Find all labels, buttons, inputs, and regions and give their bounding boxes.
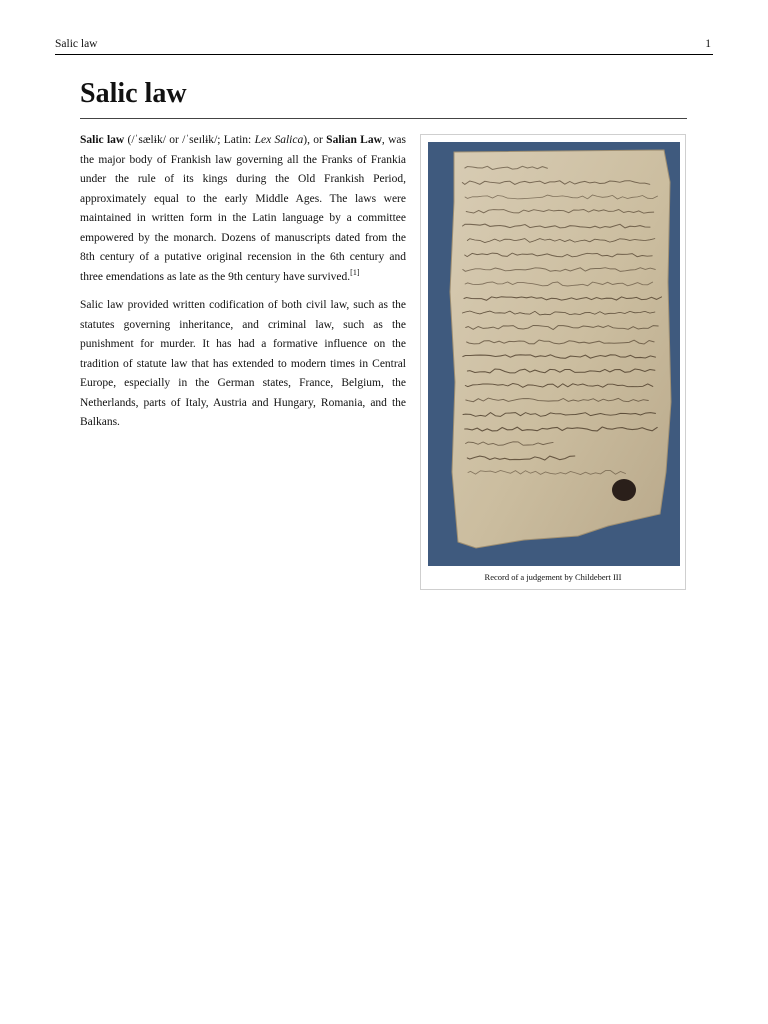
or-text: ), or xyxy=(303,134,327,146)
intro-paragraph xyxy=(80,131,406,287)
intro-body: , was the major body of Frankish law governing all the Franks of Frankia under the rule of its kings during the Old Frankish Period, approximately equal to the early Middle Ages. The laws were maintained in written form in the Latin language by a committee empowered by the monarch. Dozens of manuscripts dated from the 8th century of a putative original recension in the 6th century and three emendations as late as the 9th century have survived. xyxy=(80,134,406,283)
article-body xyxy=(80,131,406,442)
manuscript-image[interactable] xyxy=(428,142,680,566)
alt-term-bold: Salian Law xyxy=(326,134,382,146)
article-title: Salic law xyxy=(80,78,187,109)
citation-link[interactable]: [1] xyxy=(350,267,360,277)
wax-seal xyxy=(612,479,636,501)
ipa-link-2[interactable]: ˈseɪlɨk xyxy=(185,134,215,146)
latin-name: Lex Salica xyxy=(254,134,304,146)
parchment-sheet xyxy=(450,150,671,548)
term-bold: Salic law xyxy=(80,134,125,146)
latin-prefix: /; Latin: xyxy=(214,134,255,146)
manuscript-drawing xyxy=(428,142,680,566)
second-paragraph: Salic law provided written codification of both civil law, such as the statutes governing inheritance, and criminal law, such as the punishment for murder. It has had a formative influence on the tradition of statute law that has extended to modern times in Central Europe, especially in the German states, France, Belgium, the Netherlands, parts of Italy, Austria and Hungary, Romania, and the Balkans. xyxy=(80,299,406,428)
figure xyxy=(420,134,686,590)
running-header-title: Salic law xyxy=(55,38,98,50)
running-header xyxy=(55,37,713,55)
pron-mid: / or / xyxy=(162,134,186,146)
pron-open: (/ xyxy=(124,134,135,146)
ipa-link-1[interactable]: ˈsælɨk xyxy=(134,134,163,146)
page-number: 1 xyxy=(705,38,711,50)
figure-caption: Record of a judgement by Childebert III xyxy=(484,572,622,582)
title-divider xyxy=(80,118,687,119)
